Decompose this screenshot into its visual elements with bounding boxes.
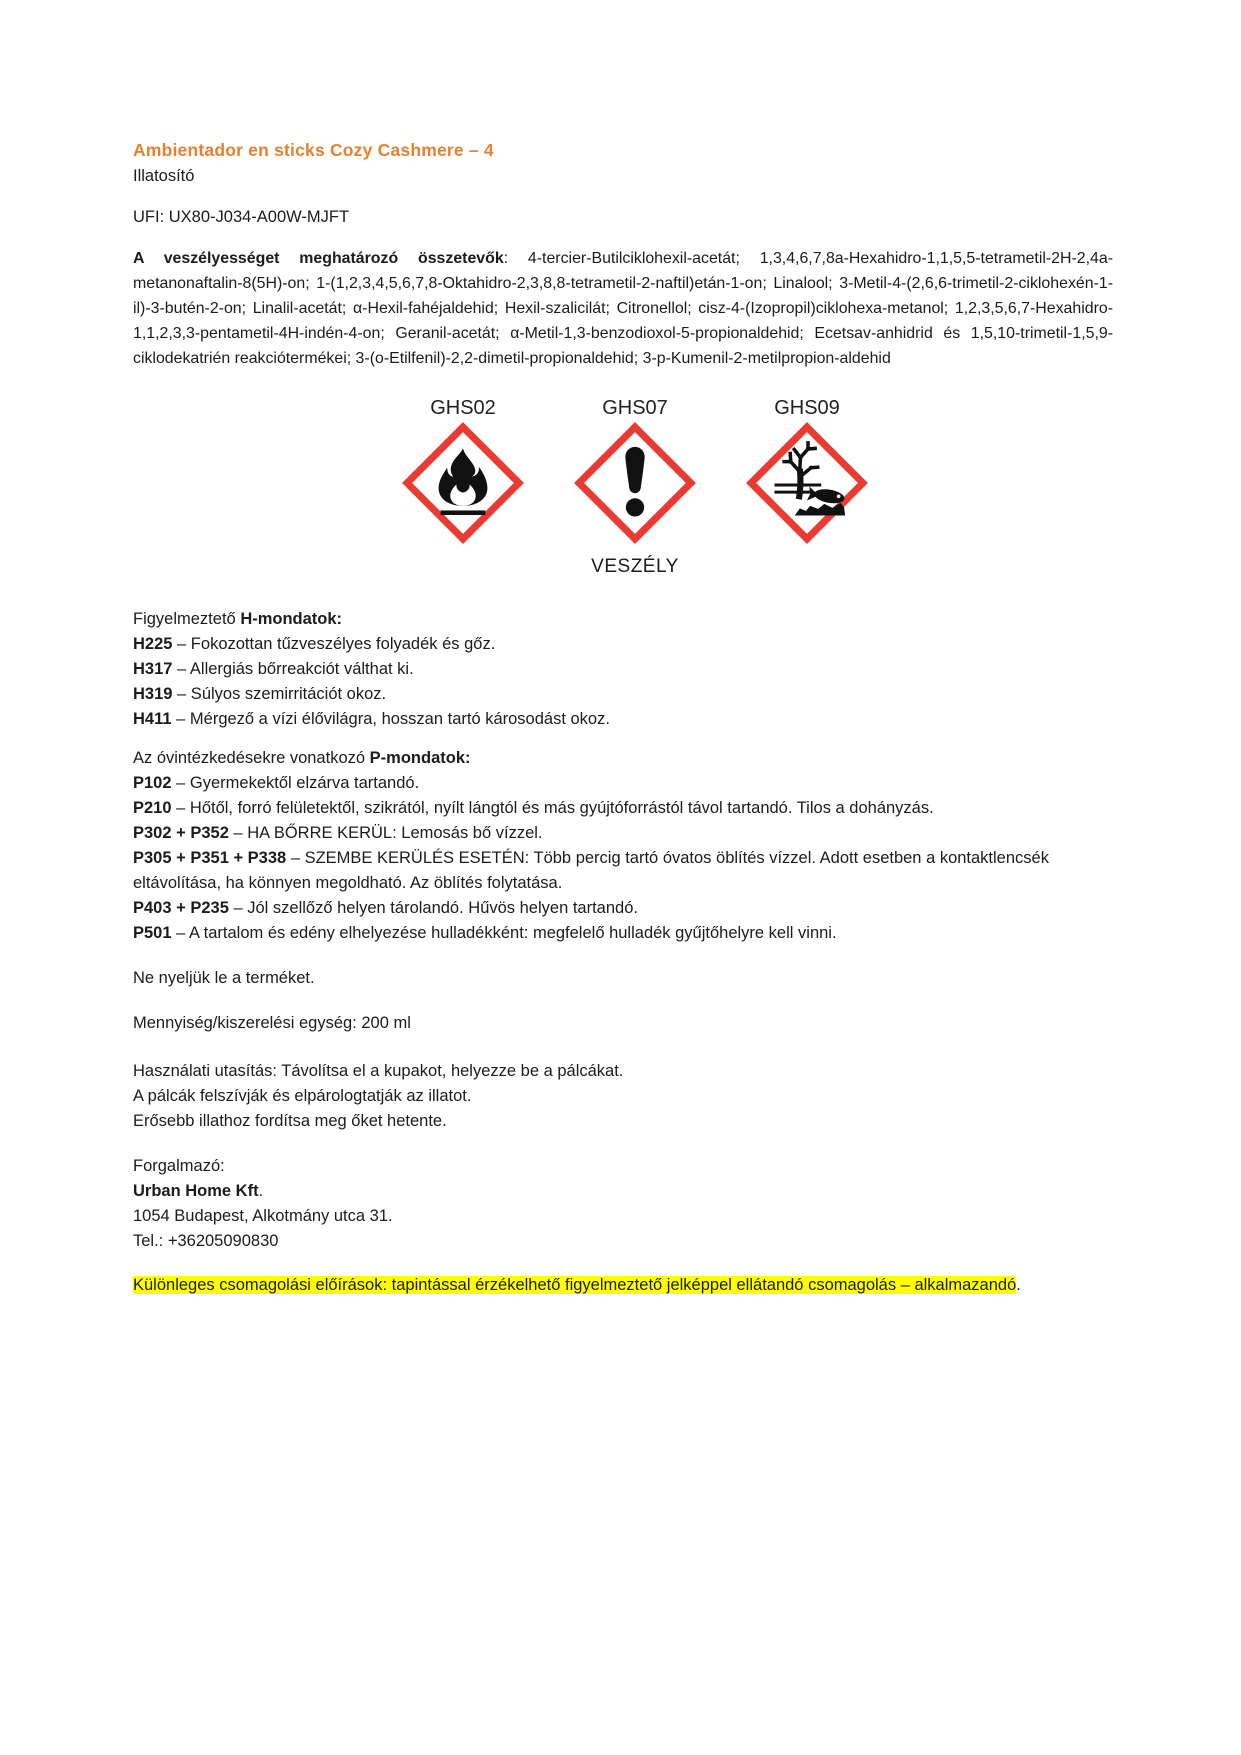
highlight-suffix: .	[1016, 1276, 1021, 1294]
p-text: – Hőtől, forró felületektől, szikrától, nyílt lángtól és más gyújtóforrástól távol tartandó. Tilos a dohányzás.	[176, 799, 934, 817]
h-statement-row	[133, 682, 1113, 707]
hazard-components-paragraph	[133, 246, 1113, 371]
p-statement-row	[133, 846, 1113, 896]
usage-line: Használati utasítás: Távolítsa el a kupakot, helyezze be a pálcákat.	[133, 1062, 624, 1080]
h-code: H319	[133, 685, 173, 703]
pictogram-label: GHS07	[602, 397, 668, 419]
distributor-name: Urban Home Kft.	[133, 1182, 264, 1200]
distributor-phone: Tel.: +36205090830	[133, 1232, 279, 1250]
h-text: – Súlyos szemirritációt okoz.	[177, 685, 387, 703]
p-statement-row	[133, 771, 1113, 796]
environment-icon	[746, 422, 868, 544]
p-code: P102	[133, 774, 172, 792]
p-statement-row	[133, 796, 1113, 821]
pictogram-ghs07	[574, 397, 696, 579]
distributor-heading: Forgalmazó:	[133, 1157, 225, 1175]
p-text: – A tartalom és edény elhelyezése hulladékként: megfelelő hulladék gyűjtőhelyre kell vinni.	[176, 924, 837, 942]
p-statement-row	[133, 821, 1113, 846]
h-code: H317	[133, 660, 173, 678]
distributor-section	[133, 1154, 1113, 1254]
p-code: P302 + P352	[133, 824, 229, 842]
p-statement-row	[133, 921, 1113, 946]
p-text: – Gyermekektől elzárva tartandó.	[176, 774, 420, 792]
p-text: – Jól szellőző helyen tárolandó. Hűvös helyen tartandó.	[233, 899, 638, 917]
p-code: P210	[133, 799, 172, 817]
h-statements-heading: Figyelmeztető H-mondatok:	[133, 610, 343, 628]
usage-line: A pálcák felszívják és elpárologtatják az illatot.	[133, 1087, 472, 1105]
ufi-code: UFI: UX80-J034-A00W-MJFT	[133, 208, 350, 226]
h-statement-row	[133, 632, 1113, 657]
quantity-line: Mennyiség/kiszerelési egység: 200 ml	[133, 1014, 411, 1032]
usage-instructions	[133, 1059, 1113, 1134]
p-statements-section	[133, 746, 1113, 946]
pictogram-label: GHS02	[430, 397, 496, 419]
highlighted-text: Különleges csomagolási előírások: tapintással érzékelhető figyelmeztető jelképpel ellátandó csomagolás – alkalmazandó	[133, 1276, 1017, 1294]
h-statement-row	[133, 707, 1113, 732]
pictogram-ghs02	[402, 397, 524, 544]
page-title: Ambientador en sticks Cozy Cashmere – 4	[133, 140, 494, 160]
special-packaging-note	[133, 1273, 1113, 1298]
p-code: P501	[133, 924, 172, 942]
h-statements-section	[133, 607, 1113, 732]
p-text: – HA BŐRRE KERÜL: Lemosás bő vízzel.	[233, 824, 543, 842]
h-text: – Fokozottan tűzveszélyes folyadék és gőz.	[177, 635, 496, 653]
p-statements-heading: Az óvintézkedésekre vonatkozó P-mondatok:	[133, 749, 471, 767]
ghs-pictogram-row	[145, 397, 1125, 579]
p-code: P403 + P235	[133, 899, 229, 917]
h-text: – Allergiás bőrreakciót válthat ki.	[177, 660, 414, 678]
product-type: Illatosító	[133, 167, 195, 185]
h-code: H225	[133, 635, 173, 653]
hazard-components-label: A veszélyességet meghatározó összetevők	[133, 250, 504, 267]
h-statement-row	[133, 657, 1113, 682]
usage-line: Erősebb illathoz fordítsa meg őket hetente.	[133, 1112, 447, 1130]
h-code: H411	[133, 710, 172, 728]
hazard-components-text: : 4-tercier-Butilciklohexil-acetát; 1,3,4,6,7,8a-Hexahidro-1,1,5,5-tetrametil-2H-2,4a-metanonaftalin-8(5H)-on; 1-(1,2,3,4,5,6,7,8-Oktahidro-2,3,8,8-tetrametil-2-naftil)etán-1-on; Linalool; 3-Metil-4-(2,6,6-trimetil-2-ciklohexén-1-il)-3-butén-2-on; Linalil-acetát; α-Hexil-fahéjaldehid; Hexil-szalicilát; Citronellol; cisz-4-(Izopropil)ciklohexa-metanol; 1,2,3,5,6,7-Hexahidro-1,1,2,3,3-pentametil-4H-indén-4-on; Geranil-acetát; α-Metil-1,3-benzodioxol-5-propionaldehid; Ecetsav-anhidrid és 1,5,10-trimetil-1,5,9-ciklodekatrién reakciótermékei; 3-(o-Etilfenil)-2,2-dimetil-propionaldehid; 3-p-Kumenil-2-metilpropion-aldehid	[133, 250, 1113, 367]
exclamation-icon	[574, 422, 696, 544]
h-text: – Mérgező a vízi élővilágra, hosszan tartó károsodást okoz.	[176, 710, 610, 728]
signal-word: VESZÉLY	[591, 556, 679, 577]
flame-icon	[402, 422, 524, 544]
p-text: – SZEMBE KERÜLÉS ESETÉN: Több percig tartó óvatos öblítés vízzel. Adott esetben a kontaktlencsék eltávolítása, ha könnyen megoldható. Az öblítés folytatása.	[133, 849, 1049, 892]
distributor-address: 1054 Budapest, Alkotmány utca 31.	[133, 1207, 393, 1225]
do-not-swallow-note: Ne nyeljük le a terméket.	[133, 969, 315, 987]
pictogram-label: GHS09	[774, 397, 840, 419]
p-statement-row	[133, 896, 1113, 921]
pictogram-ghs09	[746, 397, 868, 544]
p-code: P305 + P351 + P338	[133, 849, 287, 867]
